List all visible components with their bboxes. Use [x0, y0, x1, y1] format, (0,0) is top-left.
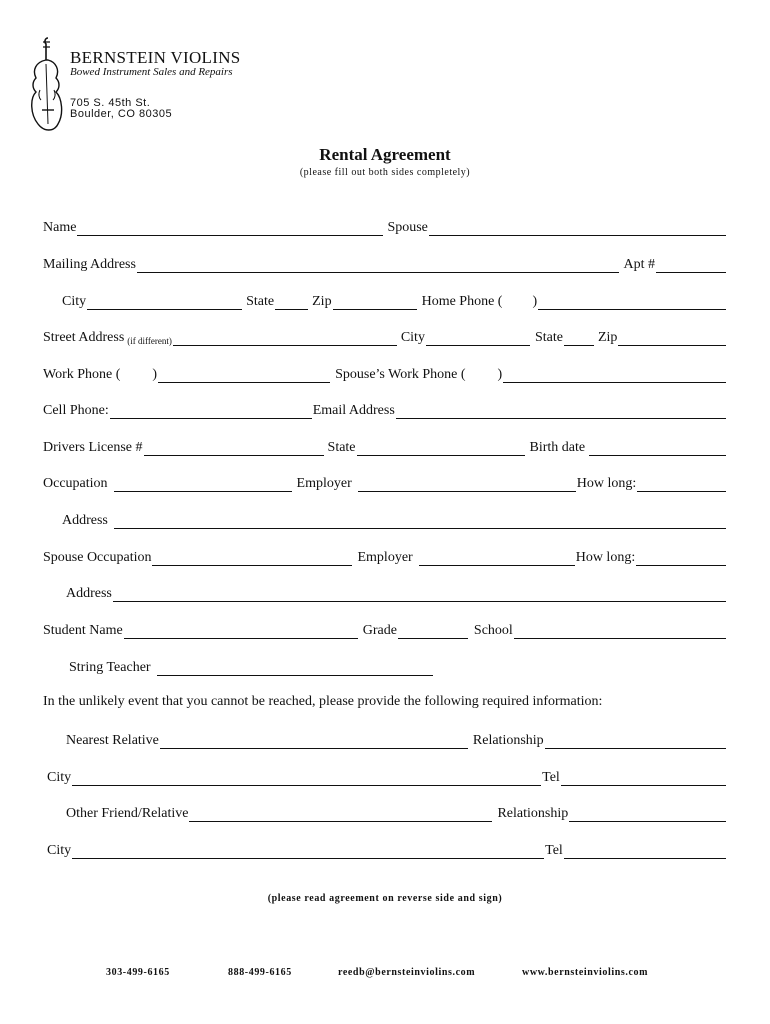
other-city-field[interactable]: [72, 845, 544, 859]
spouse-employer-address-field[interactable]: [113, 588, 726, 602]
name-field[interactable]: [77, 222, 383, 236]
brand-tagline: Bowed Instrument Sales and Repairs: [70, 66, 233, 78]
street-state-label: State: [534, 330, 563, 345]
row-occupation: [43, 472, 727, 492]
email-field[interactable]: [396, 405, 726, 419]
company-logo: [26, 34, 266, 134]
student-name-label: Student Name: [43, 623, 123, 638]
relative-city-label: City: [47, 770, 72, 785]
employer-address-label: Address: [62, 513, 108, 528]
row-name: [43, 216, 727, 236]
employer-address-field[interactable]: [114, 515, 726, 529]
employer-label: Employer: [296, 476, 352, 491]
how-long-label: How long:: [576, 476, 637, 491]
apt-field[interactable]: [656, 259, 726, 273]
nearest-relative-label: Nearest Relative: [66, 733, 159, 748]
license-state-field[interactable]: [357, 442, 525, 456]
work-phone-field[interactable]: [158, 369, 330, 383]
birth-date-field[interactable]: [589, 442, 726, 456]
mailing-address-label: Mailing Address: [43, 257, 136, 272]
street-state-field[interactable]: [564, 332, 594, 346]
spouse-employer-label: Employer: [357, 550, 413, 565]
other-friend-field[interactable]: [189, 808, 492, 822]
city-field[interactable]: [87, 296, 242, 310]
work-phone-label: Work Phone (: [43, 367, 121, 382]
relative-tel-field[interactable]: [561, 772, 726, 786]
city-label: City: [62, 294, 87, 309]
employer-field[interactable]: [358, 478, 576, 492]
spouse-how-long-label: How long:: [575, 550, 636, 565]
spouse-occupation-field[interactable]: [152, 552, 352, 566]
zip-label: Zip: [312, 294, 332, 309]
drivers-license-field[interactable]: [144, 442, 324, 456]
other-friend-label: Other Friend/Relative: [66, 806, 189, 821]
other-tel-field[interactable]: [564, 845, 726, 859]
row-street: [43, 326, 727, 346]
work-phone-paren: ): [152, 367, 158, 382]
street-address-label: Street Address: [43, 330, 125, 345]
spouse-work-phone-field[interactable]: [503, 369, 726, 383]
mailing-address-field[interactable]: [137, 259, 619, 273]
school-label: School: [473, 623, 513, 638]
street-address-field[interactable]: [173, 332, 397, 346]
street-zip-label: Zip: [597, 330, 618, 345]
spouse-employer-address-label: Address: [66, 586, 112, 601]
row-spouse-occupation: [43, 546, 727, 566]
home-phone-label: Home Phone (: [421, 294, 503, 309]
other-relationship-label: Relationship: [497, 806, 569, 821]
row-student: [43, 619, 727, 639]
birth-date-label: Birth date: [529, 440, 586, 455]
footer-email: reedb@bernsteinviolins.com: [338, 967, 476, 978]
footer-phone-1: 303-499-6165: [106, 967, 170, 978]
home-phone-paren: ): [532, 294, 538, 309]
row-employer-address: [62, 509, 727, 529]
row-license: [43, 436, 727, 456]
student-name-field[interactable]: [124, 625, 358, 639]
other-relationship-field[interactable]: [569, 808, 726, 822]
row-work-phone: [43, 363, 727, 383]
string-teacher-field[interactable]: [157, 662, 433, 676]
string-teacher-label: String Teacher: [69, 660, 151, 675]
footer-phone-2: 888-499-6165: [228, 967, 292, 978]
violin-icon: [26, 34, 70, 134]
spouse-work-phone-label: Spouse’s Work Phone (: [335, 367, 466, 382]
page-subtitle: (please fill out both sides completely): [299, 167, 471, 178]
drivers-license-label: Drivers License #: [43, 440, 143, 455]
row-mailing: [43, 253, 727, 273]
row-other-city: [47, 839, 727, 859]
street-zip-field[interactable]: [618, 332, 726, 346]
relationship-label: Relationship: [472, 733, 544, 748]
school-field[interactable]: [514, 625, 726, 639]
cell-phone-field[interactable]: [110, 405, 312, 419]
spouse-work-phone-paren: ): [497, 367, 503, 382]
name-label: Name: [43, 220, 77, 235]
footer-website: www.bernsteinviolins.com: [522, 967, 649, 978]
grade-label: Grade: [362, 623, 397, 638]
other-city-label: City: [47, 843, 72, 858]
brand-name: BERNSTEIN VIOLINS: [70, 48, 241, 67]
spouse-how-long-field[interactable]: [636, 552, 726, 566]
cell-phone-label: Cell Phone:: [43, 403, 109, 418]
relationship-field[interactable]: [545, 735, 726, 749]
street-city-field[interactable]: [426, 332, 530, 346]
if-different-label: (if different): [127, 336, 172, 346]
row-spouse-employer-address: [66, 582, 727, 602]
spouse-label: Spouse: [387, 220, 428, 235]
address-line-1: 705 S. 45th St.: [70, 97, 151, 109]
apt-label: Apt #: [623, 257, 655, 272]
zip-field[interactable]: [333, 296, 417, 310]
nearest-relative-field[interactable]: [160, 735, 468, 749]
row-relative-city: [47, 766, 727, 786]
license-state-label: State: [327, 440, 356, 455]
home-phone-field[interactable]: [538, 296, 726, 310]
row-nearest-relative: [66, 729, 727, 749]
row-other-friend: [66, 802, 727, 822]
row-string-teacher: [69, 656, 434, 676]
reverse-side-note: (please read agreement on reverse side and sign): [267, 893, 503, 904]
state-field[interactable]: [275, 296, 308, 310]
address-line-2: Boulder, CO 80305: [70, 108, 173, 120]
company-address: [70, 98, 172, 120]
street-city-label: City: [400, 330, 425, 345]
spouse-employer-field[interactable]: [419, 552, 575, 566]
occupation-label: Occupation: [43, 476, 108, 491]
relative-tel-label: Tel: [542, 770, 560, 785]
spouse-occupation-label: Spouse Occupation: [43, 550, 152, 565]
state-label: State: [246, 294, 275, 309]
occupation-field[interactable]: [114, 478, 292, 492]
page-title: Rental Agreement: [319, 145, 451, 164]
email-label: Email Address: [312, 403, 395, 418]
other-tel-label: Tel: [545, 843, 563, 858]
how-long-field[interactable]: [637, 478, 726, 492]
grade-field[interactable]: [398, 625, 468, 639]
row-cell-email: [43, 399, 727, 419]
relative-city-field[interactable]: [72, 772, 541, 786]
emergency-note: In the unlikely event that you cannot be reached, please provide the following required information:: [43, 694, 603, 709]
row-city-1: [62, 290, 727, 310]
spouse-field[interactable]: [429, 222, 726, 236]
